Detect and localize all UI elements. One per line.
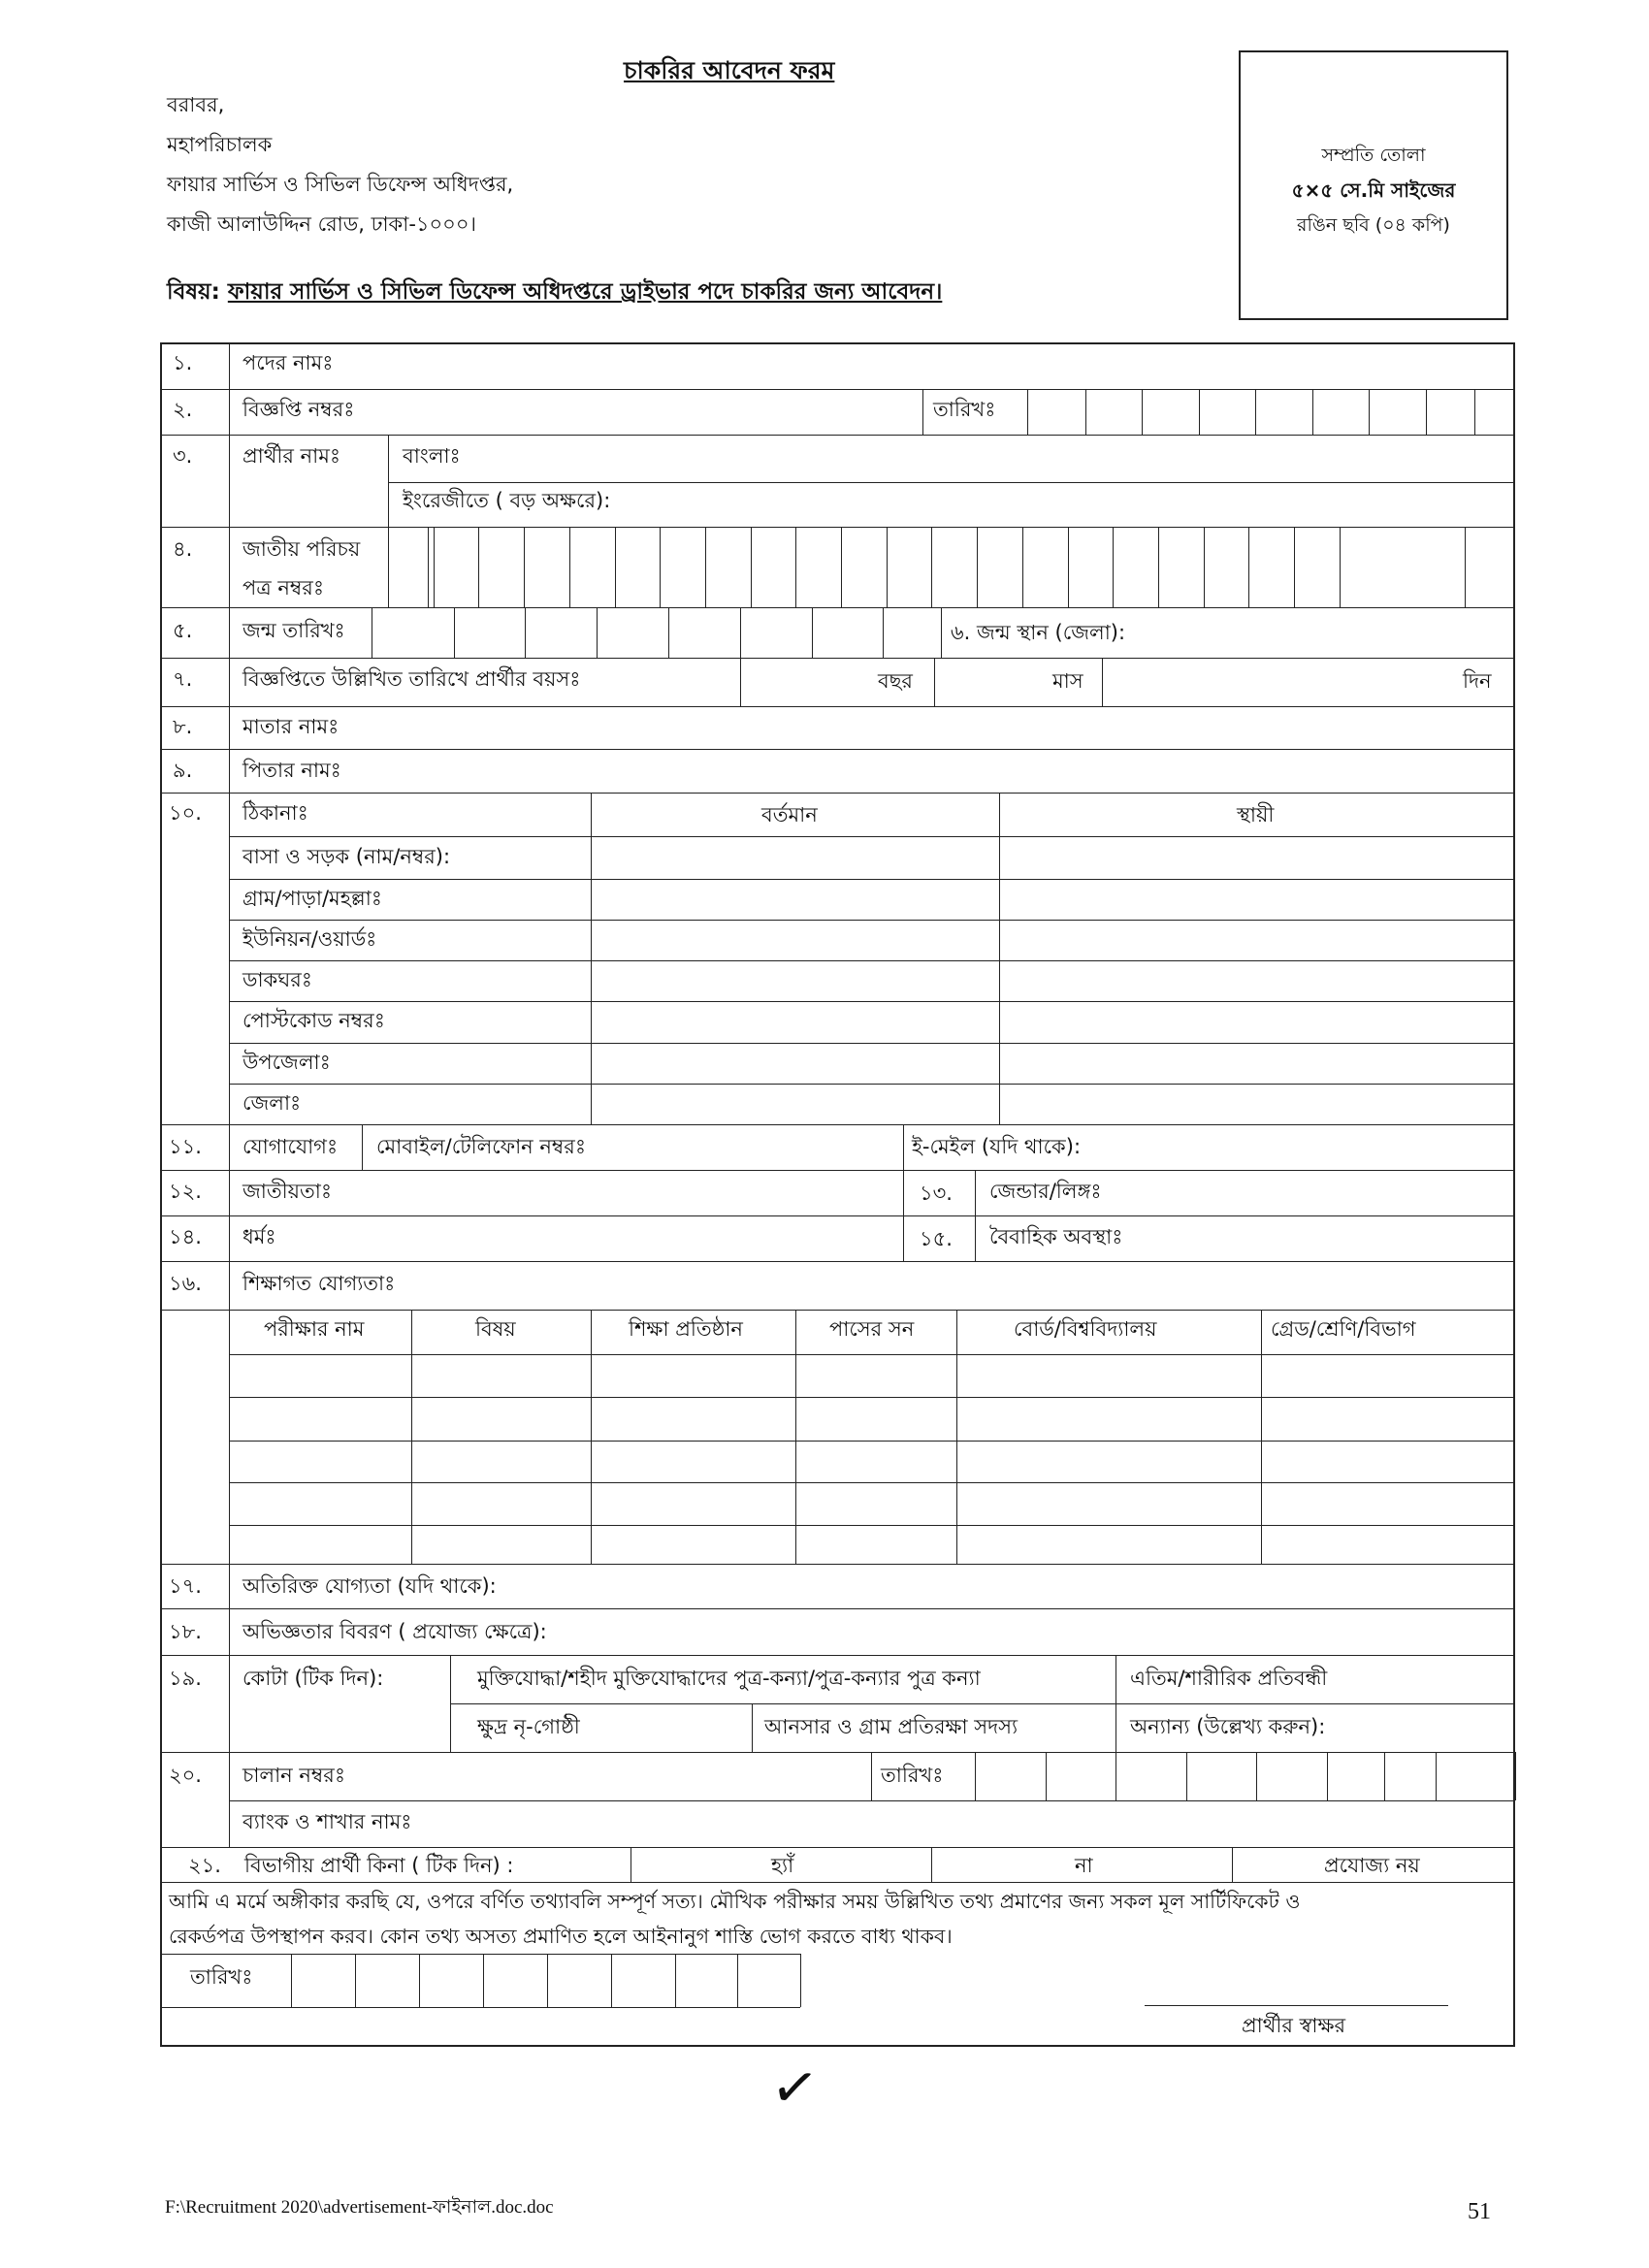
religion-field[interactable] xyxy=(310,1217,897,1259)
row-divider xyxy=(160,1882,1515,1883)
row-divider xyxy=(160,435,1515,436)
nid-digit-box[interactable] xyxy=(752,528,794,606)
file-path-footer: F:\Recruitment 2020\advertisement-ফাইনাল.doc.doc xyxy=(165,2197,554,2218)
check-mark-icon: ✓ xyxy=(766,2051,824,2124)
nid-label-line-2: পত্র নম্বরঃ xyxy=(242,576,325,599)
row-number: ১১. xyxy=(169,1135,202,1158)
birth-date-digit-box[interactable] xyxy=(741,608,811,657)
page-number: 51 xyxy=(1468,2199,1491,2224)
education-label: শিক্ষাগত যোগ্যতাঃ xyxy=(242,1272,396,1295)
row-number: ৮. xyxy=(173,715,193,738)
col-divider xyxy=(411,1310,412,1564)
row-divider xyxy=(160,1310,1515,1311)
row-number: ১৭. xyxy=(169,1574,202,1598)
row-divider xyxy=(160,658,1515,659)
row-divider xyxy=(160,1261,1515,1262)
col-divider xyxy=(999,793,1000,1124)
notice-date-digit-box[interactable] xyxy=(1086,390,1141,434)
form-title: চাকরির আবেদন ফরম xyxy=(624,56,835,84)
col-divider xyxy=(591,793,592,1124)
row-divider xyxy=(160,1847,1515,1848)
challan-date-digit-box[interactable] xyxy=(1047,1753,1115,1799)
col-divider xyxy=(975,1170,976,1261)
nid-digit-box[interactable] xyxy=(706,528,750,606)
quota-option-orphan-disabled[interactable]: এতিম/শারীরিক প্রতিবন্ধী xyxy=(1130,1667,1328,1690)
row-number: ২১. xyxy=(188,1854,221,1877)
row-number: ২০. xyxy=(169,1764,202,1787)
row-divider xyxy=(229,960,1515,961)
gender-field[interactable] xyxy=(1135,1172,1504,1214)
subject-text: ফায়ার সার্ভিস ও সিভিল ডিফেন্স অধিদপ্তরে ড্রাইভার পদে চাকরির জন্য আবেদন। xyxy=(227,279,943,305)
col-divider xyxy=(903,1124,904,1170)
col-divider xyxy=(1102,658,1103,706)
declaration-date-digit-box[interactable] xyxy=(484,1955,546,2006)
row-number: ৫. xyxy=(173,619,193,642)
nid-digit-box[interactable] xyxy=(932,528,976,606)
age-day-label: দিন xyxy=(1463,669,1492,693)
nid-digit-box[interactable] xyxy=(435,528,477,606)
row-number: ১৯. xyxy=(169,1667,202,1690)
father-name-label: পিতার নামঃ xyxy=(242,759,341,782)
col-divider xyxy=(229,342,230,1847)
nid-digit-box[interactable] xyxy=(661,528,704,606)
notice-date-digit-box[interactable] xyxy=(1256,390,1311,434)
birth-date-digit-box[interactable] xyxy=(455,608,524,657)
education-col-header: পাসের সন xyxy=(829,1317,915,1341)
quota-option-freedom-fighter[interactable]: মুক্তিযোদ্ধা/শহীদ মুক্তিযোদ্ধাদের পুত্র-কন্যা/পুত্র-কন্যার পুত্র কন্যা xyxy=(477,1667,981,1690)
name-bangla-label: বাংলাঃ xyxy=(403,444,461,468)
row-divider xyxy=(450,1703,1515,1704)
row-number: ১৬. xyxy=(169,1272,202,1295)
row-number: ৩. xyxy=(173,444,193,468)
marital-status-label: বৈবাহিক অবস্থাঃ xyxy=(989,1225,1123,1248)
challan-date-digit-box[interactable] xyxy=(1328,1753,1383,1799)
quota-option-ansar-vdp[interactable]: আনসার ও গ্রাম প্রতিরক্ষা সদস্য xyxy=(764,1715,1018,1738)
quota-option-ethnic-minority[interactable]: ক্ষুদ্র নৃ-গোষ্ঠী xyxy=(477,1715,580,1738)
row-number: ১০. xyxy=(169,801,202,825)
nid-digit-box[interactable] xyxy=(616,528,659,606)
nid-digit-box[interactable] xyxy=(1249,528,1293,606)
gender-label: জেন্ডার/লিঙ্গঃ xyxy=(989,1180,1102,1203)
row-divider xyxy=(229,1525,1515,1526)
birth-date-digit-box[interactable] xyxy=(526,608,596,657)
challan-date-digit-box[interactable] xyxy=(1437,1753,1514,1799)
row-divider xyxy=(229,1441,1515,1442)
departmental-option-yes[interactable]: হ্যাঁ xyxy=(771,1854,794,1877)
col-divider xyxy=(591,1310,592,1564)
notice-date-label: তারিখঃ xyxy=(933,398,996,421)
age-label: বিজ্ঞপ্তিতে উল্লিখিত তারিখে প্রার্থীর বয়সঃ xyxy=(242,667,581,691)
education-col-header: বোর্ড/বিশ্ববিদ্যালয় xyxy=(1014,1317,1157,1341)
col-divider xyxy=(931,1847,932,1882)
name-english-field[interactable] xyxy=(660,484,1504,526)
signature-line xyxy=(1145,2005,1448,2006)
experience-label: অভিজ্ঞতার বিবরণ ( প্রযোজ্য ক্ষেত্রে): xyxy=(242,1620,547,1643)
signature-label: প্রার্থীর স্বাক্ষর xyxy=(1242,2014,1346,2037)
declaration-line-1: আমি এ মর্মে অঙ্গীকার করছি যে, ওপরে বর্ণিত তথ্যাবলি সম্পূর্ণ সত্য। মৌখিক পরীক্ষার সময় উল্লিখিত তথ্য প্রমাণের জন্য সকল মূল সার্টিফিকেট ও xyxy=(169,1890,1301,1913)
nid-digit-box[interactable] xyxy=(1205,528,1247,606)
col-divider xyxy=(1465,527,1466,607)
marital-status-field[interactable] xyxy=(1174,1217,1504,1259)
nid-digit-box[interactable] xyxy=(1341,528,1464,606)
challan-date-digit-box[interactable] xyxy=(1116,1753,1185,1799)
nid-digit-box[interactable] xyxy=(1023,528,1067,606)
col-divider xyxy=(795,1310,796,1564)
row-divider xyxy=(160,1564,1515,1565)
notice-date-digit-box[interactable] xyxy=(1028,390,1084,434)
notice-date-digit-box[interactable] xyxy=(1370,390,1425,434)
address-item-label: ডাকঘরঃ xyxy=(242,968,312,991)
photo-placeholder-box[interactable] xyxy=(1239,50,1508,320)
col-divider xyxy=(388,527,389,607)
quota-label: কোটা (টিক দিন): xyxy=(242,1667,384,1690)
row-number: ২. xyxy=(173,398,193,421)
experience-field[interactable] xyxy=(601,1610,1504,1653)
address-label: ঠিকানাঃ xyxy=(242,801,308,825)
col-divider xyxy=(1232,1847,1233,1882)
notice-date-digit-box[interactable] xyxy=(1200,390,1254,434)
col-divider xyxy=(630,1847,631,1882)
row-divider xyxy=(229,920,1515,921)
row-divider xyxy=(160,1170,1515,1171)
present-address-header: বর্তমান xyxy=(761,803,818,826)
bank-branch-label: ব্যাংক ও শাখার নামঃ xyxy=(242,1810,412,1833)
declaration-date-digit-box[interactable] xyxy=(612,1955,674,2006)
notice-date-digit-box[interactable] xyxy=(1143,390,1198,434)
row-divider xyxy=(229,1354,1515,1355)
birth-date-digit-box[interactable] xyxy=(884,608,940,657)
row-divider xyxy=(229,1043,1515,1044)
nid-digit-box[interactable] xyxy=(796,528,840,606)
row-divider xyxy=(160,2007,800,2008)
permanent-address-header: স্থায়ী xyxy=(1237,803,1275,826)
col-divider xyxy=(871,1752,872,1800)
declaration-date-digit-box[interactable] xyxy=(738,1955,799,2006)
age-year-label: বছর xyxy=(878,669,913,693)
notice-date-digit-box[interactable] xyxy=(1427,390,1473,434)
row-divider xyxy=(160,1215,1515,1216)
row-divider xyxy=(160,793,1515,794)
address-line-1: বরাবর, xyxy=(167,93,225,116)
birth-date-digit-box[interactable] xyxy=(598,608,667,657)
religion-label: ধর্মঃ xyxy=(242,1225,276,1248)
birth-date-digit-box[interactable] xyxy=(669,608,739,657)
row-divider xyxy=(160,749,1515,750)
nid-digit-box[interactable] xyxy=(525,528,568,606)
row-number: ১৫. xyxy=(920,1227,953,1250)
row-divider xyxy=(229,1084,1515,1085)
col-divider xyxy=(903,1170,904,1261)
declaration-date-label: তারিখঃ xyxy=(190,1965,253,1989)
col-divider xyxy=(450,1655,451,1752)
email-field[interactable] xyxy=(1120,1126,1504,1168)
row-number: ১৪. xyxy=(169,1225,202,1248)
row-number: ৪. xyxy=(173,537,193,561)
nid-digit-box[interactable] xyxy=(888,528,930,606)
departmental-candidate-label: বিভাগীয় প্রার্থী কিনা ( টিক দিন) : xyxy=(244,1854,514,1877)
departmental-option-not-applicable[interactable]: প্রযোজ্য নয় xyxy=(1324,1854,1420,1877)
notice-date-digit-box[interactable] xyxy=(1313,390,1368,434)
email-label: ই-মেইল (যদি থাকে): xyxy=(912,1135,1082,1158)
challan-date-digit-box[interactable] xyxy=(1187,1753,1255,1799)
challan-date-digit-box[interactable] xyxy=(1385,1753,1435,1799)
quota-option-others[interactable]: অন্যান্য (উল্লেখ্য করুন): xyxy=(1130,1715,1326,1738)
birth-date-label: জন্ম তারিখঃ xyxy=(242,619,345,642)
departmental-option-no[interactable]: না xyxy=(1075,1854,1093,1877)
nid-digit-box[interactable] xyxy=(1159,528,1203,606)
declaration-date-digit-box[interactable] xyxy=(420,1955,482,2006)
subject-label: বিষয়: xyxy=(167,279,220,305)
applicant-name-label: প্রার্থীর নামঃ xyxy=(242,444,341,468)
birth-place-label: ৬. জন্ম স্থান (জেলা): xyxy=(951,621,1126,644)
birth-date-digit-box[interactable] xyxy=(813,608,882,657)
nid-label-line-1: জাতীয় পরিচয় xyxy=(242,537,361,561)
declaration-date-digit-box[interactable] xyxy=(548,1955,610,2006)
phone-field[interactable] xyxy=(621,1126,897,1168)
row-divider xyxy=(229,1397,1515,1398)
notice-number-label: বিজ্ঞপ্তি নম্বরঃ xyxy=(242,398,355,421)
challan-date-digit-box[interactable] xyxy=(976,1753,1045,1799)
declaration-line-2: রেকর্ডপত্র উপস্থাপন করব। কোন তথ্য অসত্য প্রমাণিত হলে আইনানুগ শাস্তি ভোগ করতে বাধ্য থাকব। xyxy=(169,1925,953,1948)
mother-name-field[interactable] xyxy=(369,708,1504,747)
education-col-header: পরীক্ষার নাম xyxy=(264,1317,365,1341)
name-english-label: ইংরেজীতে ( বড় অক্ষরে): xyxy=(403,489,611,512)
col-divider xyxy=(752,1703,753,1752)
nid-digit-box[interactable] xyxy=(842,528,886,606)
nationality-label: জাতীয়তাঃ xyxy=(242,1180,333,1203)
declaration-date-digit-box[interactable] xyxy=(292,1955,354,2006)
row-number: ১২. xyxy=(169,1180,202,1203)
photo-note-line-2: ৫×৫ সে.মি সাইজের xyxy=(1291,178,1456,202)
col-divider xyxy=(800,1954,801,2007)
col-divider xyxy=(922,389,923,435)
nid-digit-box[interactable] xyxy=(1069,528,1112,606)
col-divider xyxy=(388,435,389,527)
row-divider xyxy=(229,1800,1515,1801)
address-item-label: বাসা ও সড়ক (নাম/নম্বর): xyxy=(242,845,451,868)
nid-digit-box[interactable] xyxy=(1295,528,1339,606)
contact-label: যোগাযোগঃ xyxy=(242,1135,339,1158)
declaration-date-digit-box[interactable] xyxy=(356,1955,418,2006)
nationality-field[interactable] xyxy=(349,1172,897,1214)
photo-note-line-1: সম্প্রতি তোলা xyxy=(1321,145,1426,166)
row-divider xyxy=(160,1124,1515,1125)
row-number: ৯. xyxy=(173,759,193,782)
row-number: ৭. xyxy=(173,667,193,691)
address-line-3: ফায়ার সার্ভিস ও সিভিল ডিফেন্স অধিদপ্তর, xyxy=(167,173,514,196)
challan-date-label: তারিখঃ xyxy=(881,1764,944,1787)
row-number: ১৩. xyxy=(920,1182,953,1205)
col-divider xyxy=(1261,1310,1262,1564)
education-col-header: গ্রেড/শ্রেণি/বিভাগ xyxy=(1271,1317,1416,1341)
challan-date-digit-box[interactable] xyxy=(1257,1753,1326,1799)
subject-line xyxy=(167,281,942,304)
nid-digit-box[interactable] xyxy=(479,528,523,606)
col-divider xyxy=(740,658,741,706)
declaration-date-digit-box[interactable] xyxy=(676,1955,736,2006)
col-divider xyxy=(934,658,935,706)
nid-digit-box[interactable] xyxy=(429,528,433,606)
row-number: ১. xyxy=(173,351,193,374)
signature-area[interactable] xyxy=(1145,1955,1448,2003)
challan-number-field[interactable] xyxy=(378,1754,863,1798)
extra-qualification-label: অতিরিক্ত যোগ্যতা (যদি থাকে): xyxy=(242,1574,497,1598)
row-divider xyxy=(229,879,1515,880)
row-number: ১৮. xyxy=(169,1620,202,1643)
col-divider xyxy=(362,1124,363,1170)
row-divider xyxy=(229,1482,1515,1483)
address-item-label: জেলাঃ xyxy=(242,1091,302,1115)
post-name-field[interactable] xyxy=(407,344,1504,387)
row-divider xyxy=(160,1655,1515,1656)
birth-place-field[interactable] xyxy=(1159,609,1504,656)
nid-digit-box[interactable] xyxy=(1114,528,1157,606)
row-divider xyxy=(160,706,1515,707)
address-item-label: পোস্টকোড নম্বরঃ xyxy=(242,1009,385,1032)
row-divider xyxy=(160,1608,1515,1609)
photo-note-line-3: রঙিন ছবি (০৪ কপি) xyxy=(1297,214,1450,236)
col-divider xyxy=(1474,389,1475,435)
education-col-header: শিক্ষা প্রতিষ্ঠান xyxy=(629,1317,743,1341)
extra-qualification-field[interactable] xyxy=(572,1566,1504,1606)
education-col-header: বিষয় xyxy=(475,1317,516,1341)
col-divider xyxy=(1515,1752,1516,1800)
address-item-label: গ্রাম/পাড়া/মহল্লাঃ xyxy=(242,887,382,910)
post-name-label: পদের নামঃ xyxy=(242,351,334,374)
row-divider xyxy=(229,1001,1515,1002)
address-item-label: ইউনিয়ন/ওয়ার্ডঃ xyxy=(242,927,377,951)
address-item-label: উপজেলাঃ xyxy=(242,1051,331,1074)
row-divider xyxy=(229,836,1515,837)
father-name-field[interactable] xyxy=(369,751,1504,791)
address-line-2: মহাপরিচালক xyxy=(167,133,273,156)
col-divider xyxy=(956,1310,957,1564)
bank-branch-field[interactable] xyxy=(456,1802,1504,1845)
notice-number-field[interactable] xyxy=(407,391,912,434)
mother-name-label: মাতার নামঃ xyxy=(242,715,340,738)
name-bangla-field[interactable] xyxy=(485,437,1504,480)
address-line-4: কাজী আলাউদ্দিন রোড, ঢাকা-১০০০। xyxy=(167,212,476,236)
col-divider xyxy=(941,607,942,658)
nid-digit-box[interactable] xyxy=(978,528,1021,606)
challan-number-label: চালান নম্বরঃ xyxy=(242,1764,346,1787)
row-divider xyxy=(388,482,1515,483)
birth-date-digit-box[interactable] xyxy=(372,608,453,657)
nid-digit-box[interactable] xyxy=(570,528,614,606)
age-month-label: মাস xyxy=(1052,669,1083,693)
phone-label: মোবাইল/টেলিফোন নম্বরঃ xyxy=(376,1135,587,1158)
